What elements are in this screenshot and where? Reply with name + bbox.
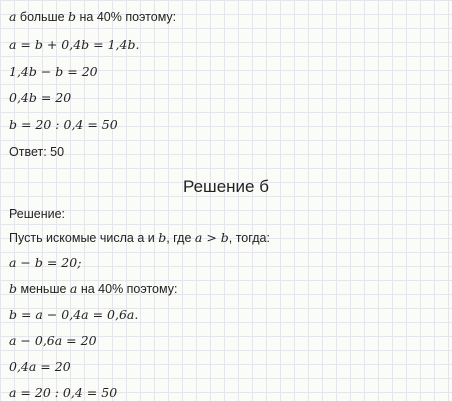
equation-3: a − 0,6a = 20 <box>9 333 97 348</box>
equation-b-expression: b = a − 0,4a = 0,6a. <box>9 307 139 322</box>
equation-difference: a − b = 20; <box>9 255 82 270</box>
condition-a-greater-b: a > b <box>194 230 229 245</box>
answer-text: Ответ: 50 <box>9 145 65 159</box>
equation-solution-a: a = 20 : 0,4 = 50 <box>9 385 118 400</box>
equation-1: 1,4b − b = 20 <box>9 64 98 79</box>
variable-b: b <box>9 281 18 296</box>
equation-4: 0,4a = 20 <box>9 359 71 374</box>
text-line-b-less-a: b меньше a на 40% поэтому: <box>9 281 178 296</box>
section-title-solution-b: Решение б <box>183 177 269 196</box>
equation-2: 0,4b = 20 <box>9 90 72 105</box>
equation-solution-b: b = 20 : 0,4 = 50 <box>9 117 118 132</box>
variable-b: b <box>68 9 77 24</box>
variable-a: a <box>69 281 78 296</box>
text-line-let-numbers: Пусть искомые числа а и b, где a > b, тогда: <box>9 230 270 245</box>
text-line-a-greater-b: a больше b на 40% поэтому: <box>9 9 177 24</box>
variable-a: a <box>9 9 17 24</box>
equation-a-expression: a = b + 0,4b = 1,4b. <box>9 37 140 52</box>
solution-label: Решение: <box>9 207 66 221</box>
variable-b: b <box>158 230 167 245</box>
